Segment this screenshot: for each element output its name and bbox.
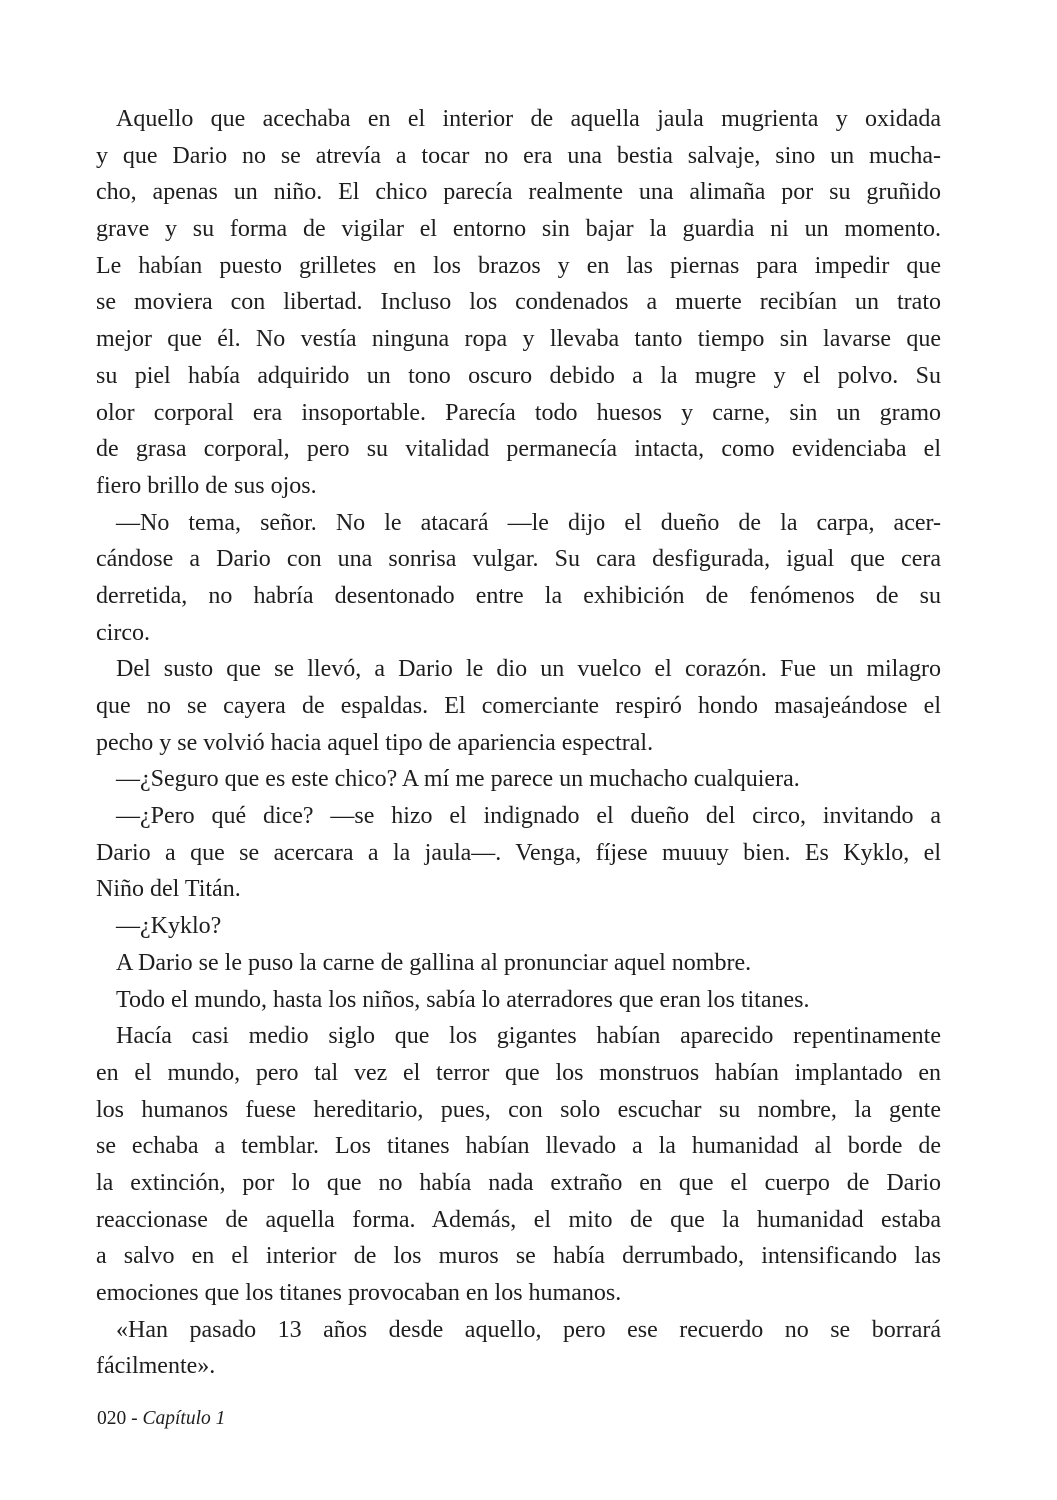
text-line: en el mundo, pero tal vez el terror que los monstruos habían implantado en bbox=[96, 1059, 941, 1086]
text-line: mejor que él. No vestía ninguna ropa y llevaba tanto tiempo sin lavarse que bbox=[96, 326, 941, 353]
paragraph-9 bbox=[96, 1018, 941, 1312]
text-line: circo. bbox=[96, 619, 150, 646]
text-line: Aquello que acechaba en el interior de aquella jaula mugrienta y oxidada bbox=[116, 106, 941, 132]
text-line: se moviera con libertad. Incluso los condenados a muerte recibían un trato bbox=[96, 289, 941, 316]
text-line: olor corporal era insoportable. Parecía todo huesos y carne, sin un gramo bbox=[96, 399, 941, 426]
paragraph-4 bbox=[96, 761, 941, 798]
text-line: —¿Kyklo? bbox=[116, 913, 222, 940]
text-line: Le habían puesto grilletes en los brazos y en las piernas para impedir que bbox=[96, 252, 941, 279]
text-line: —No tema, señor. No le atacará —le dijo el dueño de la carpa, acer- bbox=[116, 509, 941, 536]
text-line: la extinción, por lo que no había nada extraño en que el cuerpo de Dario bbox=[96, 1169, 941, 1196]
text-line: su piel había adquirido un tono oscuro debido a la mugre y el polvo. Su bbox=[96, 362, 941, 389]
paragraph-8 bbox=[96, 982, 941, 1019]
paragraph-10 bbox=[96, 1312, 941, 1385]
paragraph-6 bbox=[96, 908, 941, 945]
text-line: —¿Seguro que es este chico? A mí me parece un muchacho cualquiera. bbox=[116, 766, 800, 793]
text-line: Niño del Titán. bbox=[96, 876, 241, 903]
text-line: cándose a Dario con una sonrisa vulgar. Su cara desfigurada, igual que cera bbox=[96, 546, 941, 573]
paragraph-3 bbox=[96, 651, 941, 761]
paragraph-1 bbox=[96, 101, 941, 505]
text-line: reaccionase de aquella forma. Además, el mito de que la humanidad estaba bbox=[96, 1206, 941, 1233]
text-line: Del susto que se llevó, a Dario le dio un vuelco el corazón. Fue un milagro bbox=[116, 656, 941, 683]
text-line: Dario a que se acercara a la jaula—. Venga, fíjese muuuy bien. Es Kyklo, el bbox=[96, 839, 941, 866]
text-line: grave y su forma de vigilar el entorno sin bajar la guardia ni un momento. bbox=[96, 216, 941, 243]
text-line: derretida, no habría desentonado entre la exhibición de fenómenos de su bbox=[96, 582, 941, 609]
text-line: pecho y se volvió hacia aquel tipo de apariencia espectral. bbox=[96, 729, 654, 756]
text-line: fácilmente». bbox=[96, 1353, 216, 1380]
text-line: cho, apenas un niño. El chico parecía realmente una alimaña por su gruñido bbox=[96, 179, 941, 206]
paragraph-5 bbox=[96, 798, 941, 908]
text-line: —¿Pero qué dice? —se hizo el indignado el dueño del circo, invitando a bbox=[116, 803, 941, 830]
text-line: los humanos fuese hereditario, pues, con solo escuchar su nombre, la gente bbox=[96, 1096, 941, 1123]
page-number: 020 bbox=[97, 1408, 127, 1429]
text-line: Hacía casi medio siglo que los gigantes habían aparecido repentinamente bbox=[116, 1023, 941, 1050]
text-line: a salvo en el interior de los muros se había derrumbado, intensificando las bbox=[96, 1243, 941, 1270]
text-line: se echaba a temblar. Los titanes habían llevado a la humanidad al borde de bbox=[96, 1133, 941, 1160]
text-block bbox=[96, 101, 941, 1385]
text-line: A Dario se le puso la carne de gallina al pronunciar aquel nombre. bbox=[116, 949, 752, 976]
chapter-label: Capítulo 1 bbox=[142, 1408, 226, 1429]
text-line: que no se cayera de espaldas. El comerciante respiró hondo masajeándose el bbox=[96, 693, 941, 719]
text-line: fiero brillo de sus ojos. bbox=[96, 472, 317, 499]
text-line: «Han pasado 13 años desde aquello, pero ese recuerdo no se borrará bbox=[116, 1316, 941, 1343]
footer-separator: - bbox=[126, 1408, 143, 1429]
page-footer bbox=[97, 1406, 225, 1432]
paragraph-7 bbox=[96, 945, 941, 982]
text-line: de grasa corporal, pero su vitalidad permanecía intacta, como evidenciaba el bbox=[96, 436, 941, 463]
text-line: y que Dario no se atrevía a tocar no era una bestia salvaje, sino un mucha- bbox=[96, 142, 941, 169]
text-line: emociones que los titanes provocaban en los humanos. bbox=[96, 1280, 622, 1306]
paragraph-2 bbox=[96, 505, 941, 652]
text-line: Todo el mundo, hasta los niños, sabía lo aterradores que eran los titanes. bbox=[116, 986, 810, 1013]
